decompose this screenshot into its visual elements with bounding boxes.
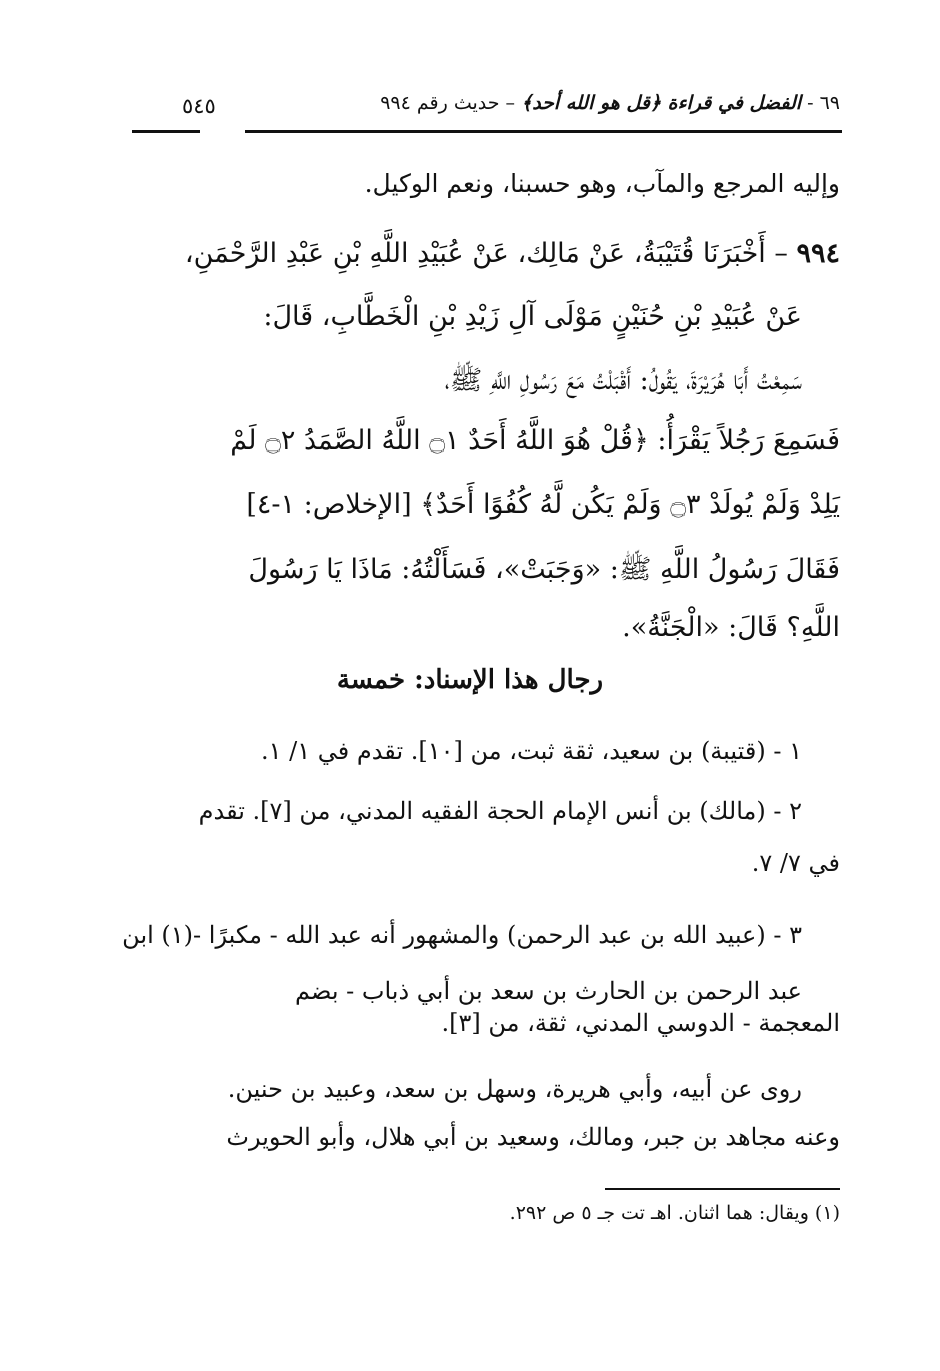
section-title: رجال هذا الإسناد: خمسة bbox=[336, 665, 604, 695]
page-number: ٥٤٥ bbox=[182, 94, 216, 118]
hadith-number: ٩٩٤ bbox=[796, 238, 840, 269]
hadith-line: سَمِعْتُ أَبَا هُرَيْرَةَ، يَقُولُ: أَقْبَلْتُ مَعَ رَسُولِ اللَّهِ ﷺ، bbox=[444, 365, 802, 396]
narrator-line: وعنه مجاهد بن جبر، ومالك، وسعيد بن أبي هلال، وأبو الحويرث bbox=[226, 1123, 840, 1151]
narrator-line: ٣ - (عبيد الله بن عبد الرحمن) والمشهور أنه عبد الله - مكبرًا -(١) ابن عبد الرحمن بن الحارث بن سعد بن أبي ذباب - بضم bbox=[122, 921, 802, 1005]
footnote-rule bbox=[605, 1188, 840, 1190]
opening-line: وإليه المرجع والمآب، وهو حسبنا، ونعم الوكيل. bbox=[364, 169, 840, 198]
narrator-line: روى عن أبيه، وأبي هريرة، وسهل بن سعد، وعبيد بن حنين. bbox=[227, 1075, 802, 1103]
header-rule bbox=[245, 130, 842, 133]
hadith-line: فَقَالَ رَسُولُ اللَّهِ ﷺ: «وَجَبَتْ»، فَسَأَلْتُهُ: مَاذَا يَا رَسُولَ bbox=[248, 554, 840, 585]
narrator-line: المعجمة - الدوسي المدني، ثقة، من [٣]. bbox=[441, 1009, 840, 1037]
chapter-title: الفضل في قراءة ﴿قل هو الله أحد﴾ bbox=[521, 92, 802, 114]
hadith-line: يَلِدْ وَلَمْ يُولَدْ ۝٣ وَلَمْ يَكُن لَّهُ كُفُوًا أَحَدٌ﴾ [الإخلاص: ١-٤] bbox=[246, 489, 840, 520]
narrator-line: في ٧/ ٧. bbox=[751, 849, 840, 877]
narrator-line: ١ - (قتيبة) بن سعيد، ثقة ثبت، من [١٠]. تقدم في ١/ ١. bbox=[260, 737, 802, 765]
hadith-line: اللَّهِ؟ قَالَ: «الْجَنَّةُ». bbox=[622, 612, 840, 643]
narrator-line: ٢ - (مالك) بن أنس الإمام الحجة الفقيه المدني، من [٧]. تقدم bbox=[198, 797, 802, 825]
hadith-line: فَسَمِعَ رَجُلاً يَقْرَأُ: ﴿قُلْ هُوَ اللَّهُ أَحَدٌ ۝١ اللَّهُ الصَّمَدُ ۝٢ لَمْ bbox=[230, 425, 840, 456]
header-title: ٦٩ - الفضل في قراءة ﴿قل هو الله أحد﴾ – حديث رقم ٩٩٤ bbox=[380, 92, 840, 114]
hadith-line: عَنْ عُبَيْدِ بْنِ حُنَيْنٍ مَوْلَى آلِ زَيْدِ بْنِ الْخَطَّابِ، قَالَ: bbox=[263, 301, 802, 332]
hadith-line: ٩٩٤ – أَخْبَرَنَا قُتَيْبَةُ، عَنْ مَالِك، عَنْ عُبَيْدِ اللَّهِ بْنِ عَبْدِ الرَّحْمَنِ، bbox=[184, 238, 840, 269]
header-rule-short bbox=[132, 130, 200, 133]
running-header bbox=[130, 92, 840, 122]
footnote: (١) ويقال: هما اثنان. اهـ تت جـ ٥ ص ٢٩٢. bbox=[509, 1202, 840, 1224]
